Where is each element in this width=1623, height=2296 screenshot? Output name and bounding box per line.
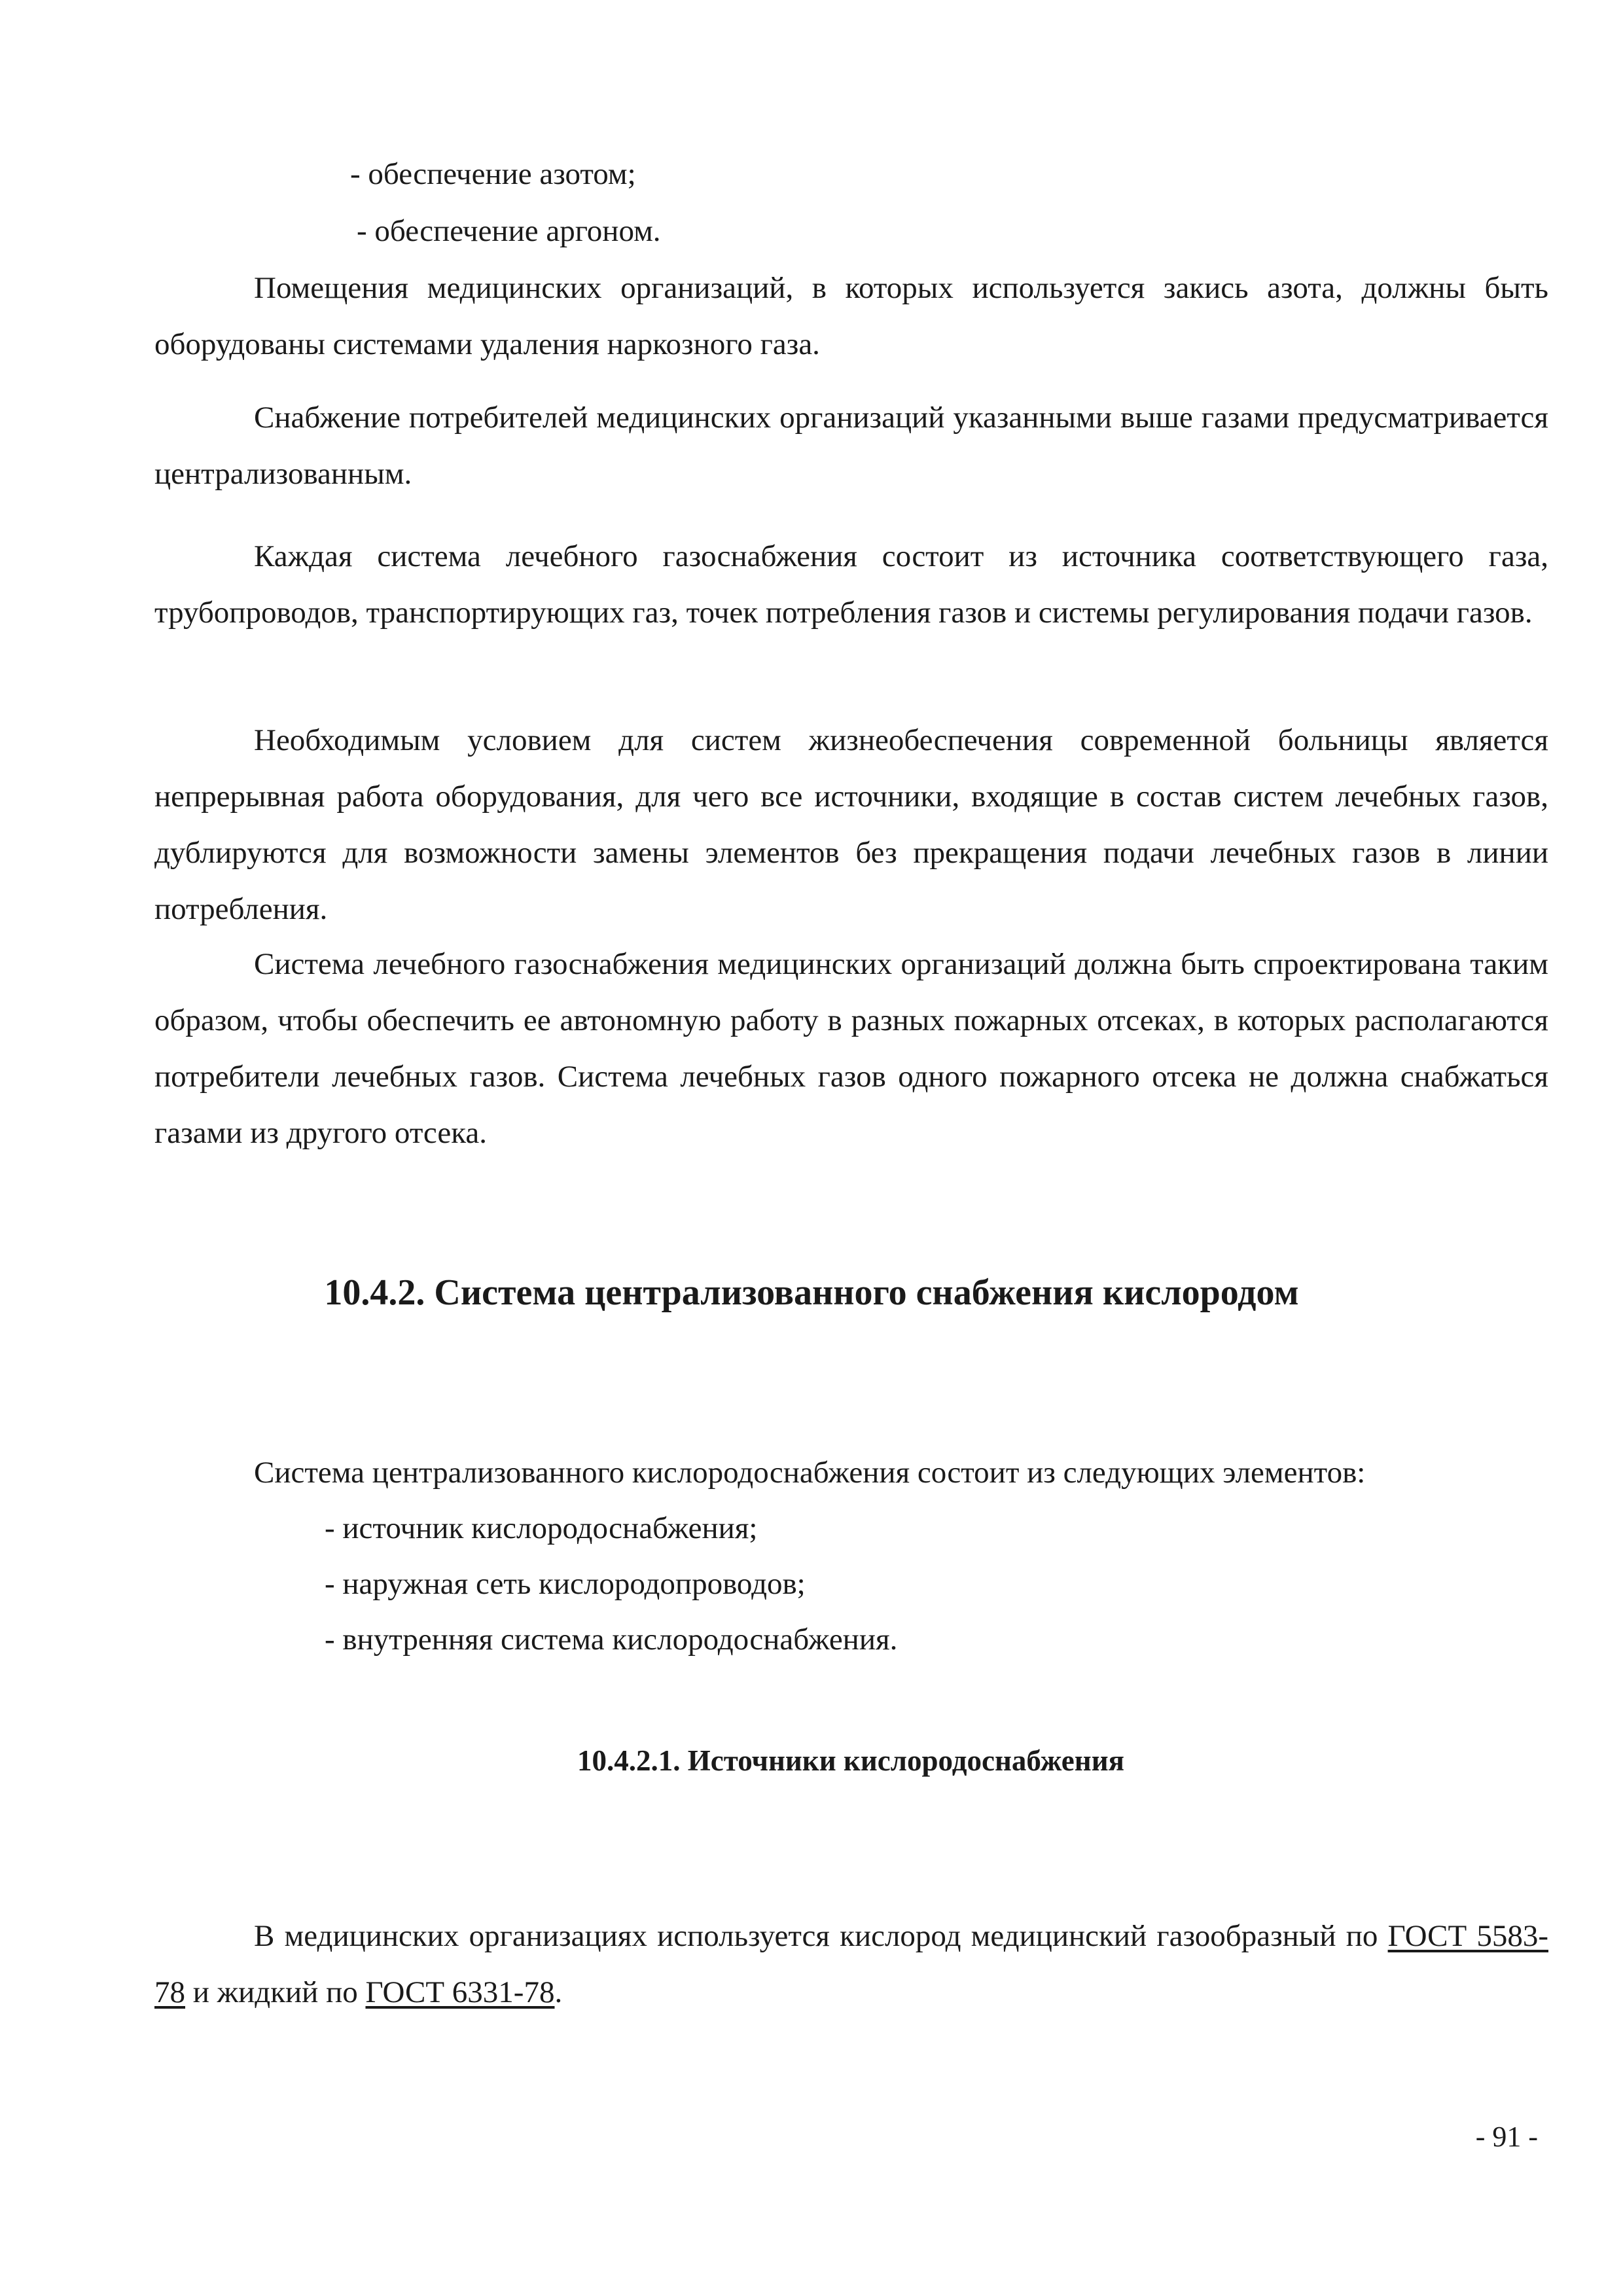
list-item-argon: - обеспечение аргоном. xyxy=(357,214,661,248)
paragraph-fire-compartments: Система лечебного газоснабжения медицинских организаций должна быть спроектирована таким образом, чтобы обеспечить ее автономную работу в разных пожарных отсеках, в которых располагаются потребители лечебных газов. Система лечебных газов одного пожарного отсека не должна снабжаться газами из другого отсека. xyxy=(154,947,1548,1150)
element-list-item: - внутренняя система кислородоснабжения. xyxy=(325,1623,898,1657)
paragraph-system-composition: Каждая система лечебного газоснабжения состоит из источника соответствующего газа, трубопроводов, транспортирующих газ, точек потребления газов и системы регулирования подачи газов. xyxy=(154,539,1548,630)
element-list-item: - наружная сеть кислородопроводов; xyxy=(325,1567,806,1601)
paragraph-nitrous-oxide: Помещения медицинских организаций, в которых используется закись азота, должны быть оборудованы системами удаления наркозного газа. xyxy=(154,271,1548,361)
gost-text-before: В медицинских организациях используется кислород медицинский газообразный по xyxy=(254,1919,1388,1953)
element-list-item: - источник кислородоснабжения; xyxy=(325,1511,758,1545)
list-item-nitrogen: - обеспечение азотом; xyxy=(350,157,636,191)
gost-text-after: . xyxy=(554,1975,563,2009)
gost-5583-link[interactable]: ГОСТ 5583-78 xyxy=(154,1919,1548,2009)
section-heading: 10.4.2. Система централизованного снабжения кислородом xyxy=(324,1272,1299,1313)
gost-text-middle: и жидкий по xyxy=(185,1975,366,2009)
paragraph-redundancy: Необходимым условием для систем жизнеобеспечения современной больницы является непрерывная работа оборудования, для чего все источники, входящие в состав систем лечебных газов, дублируются для возможности замены элементов без прекращения подачи лечебных газов в линии потребления. xyxy=(154,723,1548,926)
paragraph-central-supply: Снабжение потребителей медицинских организаций указанными выше газами предусматривается централизованным. xyxy=(154,401,1548,491)
gost-6331-link[interactable]: ГОСТ 6331-78 xyxy=(365,1975,555,2009)
paragraph-oxygen-gost xyxy=(154,1908,1548,2020)
section-intro: Система централизованного кислородоснабжения состоит из следующих элементов: xyxy=(254,1456,1366,1490)
page-number: - 91 - xyxy=(1475,2121,1538,2153)
subsection-heading: 10.4.2.1. Источники кислородоснабжения xyxy=(577,1744,1124,1777)
